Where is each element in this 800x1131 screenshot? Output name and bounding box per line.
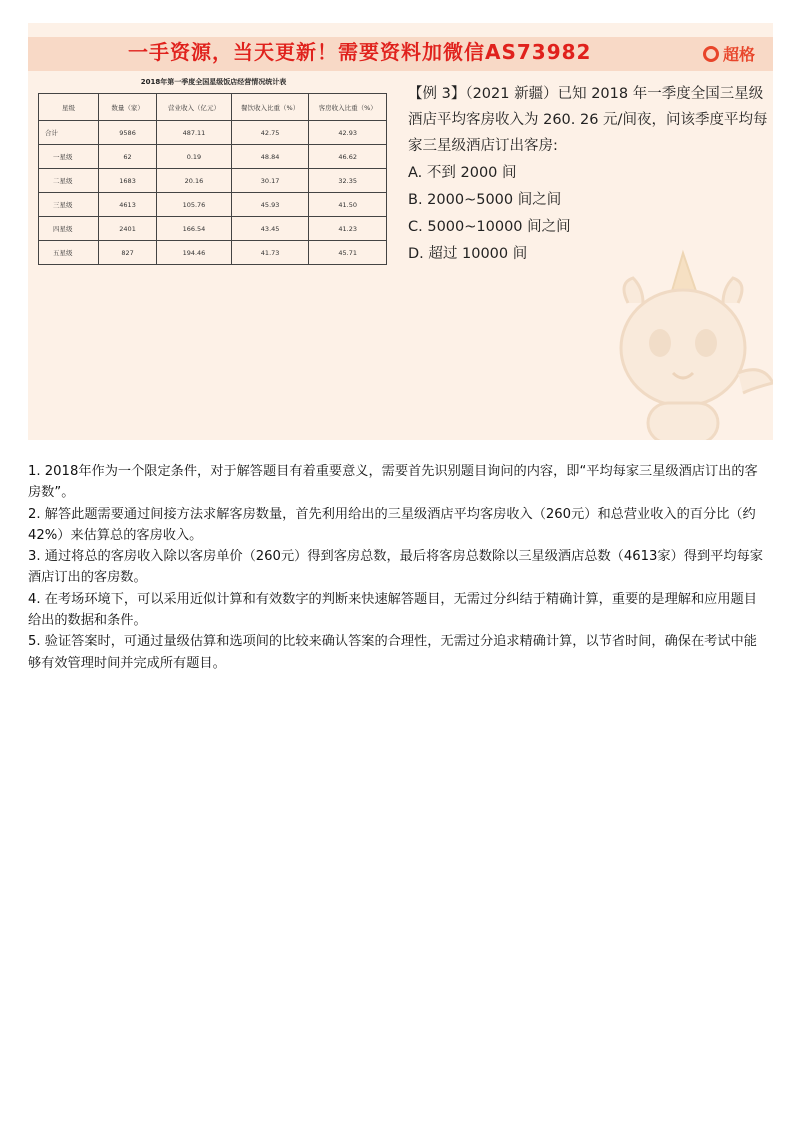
table-title: 2018年第一季度全国星级饭店经营情况统计表 (140, 78, 287, 86)
table-cell: 46.62 (309, 145, 387, 169)
option-b: B. 2000~5000 间之间 (408, 192, 562, 208)
table-cell: 487.11 (157, 121, 232, 145)
note-item: 5. 验证答案时，可通过量级估算和选项间的比较来确认答案的合理性，无需过分追求精确计算，以节省时间，确保在考试中能够有效管理时间并完成所有题目。 (28, 634, 757, 671)
table-header-cell: 星级 (39, 94, 99, 121)
table-row (39, 169, 387, 193)
table-cell: 合计 (39, 121, 99, 145)
question-text: 【例 3】（2021 新疆）已知 2018 年一季度全国三星级酒店平均客房收入为 260. 26 元/间夜，问该季度平均每家三星级酒店订出客房: (408, 86, 768, 154)
table-cell: 48.84 (231, 145, 309, 169)
brand-logo (703, 42, 755, 65)
table-cell: 42.93 (309, 121, 387, 145)
question-block (408, 81, 768, 268)
table-cell: 41.73 (231, 241, 309, 265)
table-cell: 43.45 (231, 217, 309, 241)
table-row (39, 121, 387, 145)
table-cell: 30.17 (231, 169, 309, 193)
table-cell: 827 (99, 241, 157, 265)
option-a: A. 不到 2000 间 (408, 165, 517, 181)
table-header-cell: 营业收入（亿元） (157, 94, 232, 121)
table-cell: 42.75 (231, 121, 309, 145)
table-cell: 20.16 (157, 169, 232, 193)
table-cell: 62 (99, 145, 157, 169)
explanation-notes (28, 461, 770, 674)
table-cell: 4613 (99, 193, 157, 217)
table-cell: 二星级 (39, 169, 99, 193)
table-cell: 0.19 (157, 145, 232, 169)
table-cell: 45.93 (231, 193, 309, 217)
question-slide (28, 23, 773, 440)
brand-logo-text: 超格 (722, 45, 755, 64)
table-header-cell: 客房收入比重（%） (309, 94, 387, 121)
table-cell: 四星级 (39, 217, 99, 241)
table-row (39, 145, 387, 169)
note-item: 2. 解答此题需要通过间接方法求解客房数量，首先利用给出的三星级酒店平均客房收入（260元）和总营业收入的百分比（约42%）来估算总的客房收入。 (28, 506, 756, 543)
table-row (39, 193, 387, 217)
hotel-stats-table-panel (36, 75, 391, 290)
table-cell: 32.35 (309, 169, 387, 193)
table-cell: 2401 (99, 217, 157, 241)
table-header-row (39, 94, 387, 121)
table-row (39, 217, 387, 241)
table-cell: 45.71 (309, 241, 387, 265)
hotel-stats-table (38, 93, 387, 265)
table-header-cell: 数量（家） (99, 94, 157, 121)
table-cell: 41.23 (309, 217, 387, 241)
table-cell: 三星级 (39, 193, 99, 217)
table-cell: 166.54 (157, 217, 232, 241)
note-item: 3. 通过将总的客房收入除以客房单价（260元）得到客房总数，最后将客房总数除以三星级酒店总数（4613家）得到平均每家酒店订出的客房数。 (28, 549, 763, 586)
table-row (39, 241, 387, 265)
table-cell: 1683 (99, 169, 157, 193)
promo-banner-text: 一手资源，当天更新！需要资料加微信AS73982 (128, 40, 592, 64)
note-item: 4. 在考场环境下，可以采用近似计算和有效数字的判断来快速解答题目，无需过分纠结于精确计算，重要的是理解和应用题目给出的数据和条件。 (28, 591, 757, 629)
option-d: D. 超过 10000 间 (408, 246, 528, 262)
table-header-cell: 餐饮收入比重（%） (231, 94, 309, 121)
table-cell: 105.76 (157, 193, 232, 217)
table-cell: 一星级 (39, 145, 99, 169)
unicorn-mascot-icon (588, 243, 773, 440)
logo-icon (703, 46, 719, 62)
table-cell: 五星级 (39, 241, 99, 265)
table-cell: 194.46 (157, 241, 232, 265)
table-cell: 41.50 (309, 193, 387, 217)
option-c: C. 5000~10000 间之间 (408, 219, 571, 235)
table-cell: 9586 (99, 121, 157, 145)
note-item: 1. 2018年作为一个限定条件，对于解答题目有着重要意义，需要首先识别题目询问的内容，即“平均每家三星级酒店订出的客房数”。 (28, 464, 758, 501)
